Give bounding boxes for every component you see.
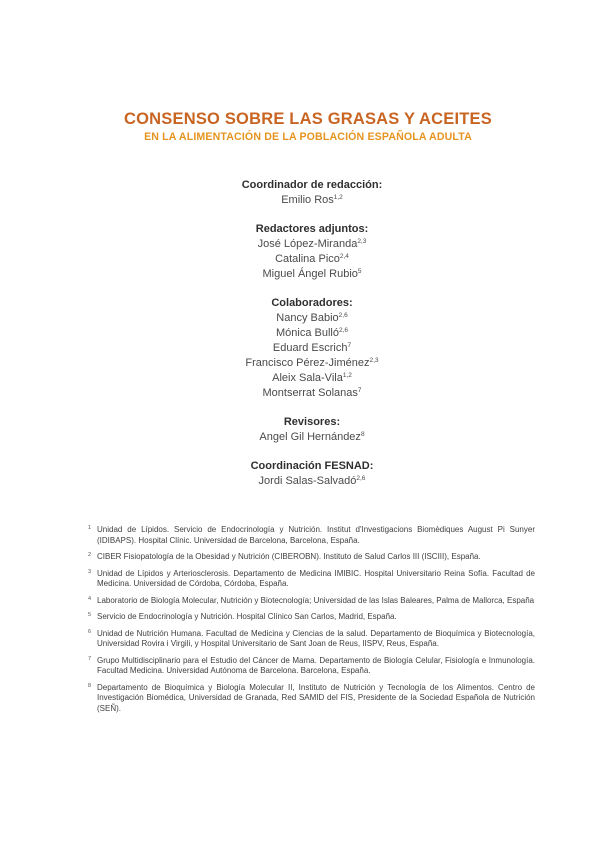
contributor-name-text: Jordi Salas-Salvadó — [258, 475, 357, 487]
contributor-name — [0, 386, 616, 401]
contributor-name — [0, 341, 616, 356]
contributor-name-text: Aleix Sala-Vila — [272, 372, 343, 384]
affiliation-number: 3 — [88, 568, 92, 575]
contributor-name-text: Montserrat Solanas — [262, 387, 358, 399]
contributor-name-text: Nancy Babio — [276, 312, 339, 324]
affiliation-refs: 8 — [360, 431, 365, 438]
contributor-name-text: Angel Gil Hernández — [259, 431, 361, 443]
contributor-name — [0, 267, 616, 282]
affiliation-text: Grupo Multidisciplinario para el Estudio del Cáncer de Mama. Departamento de Biología Celular, Fisiología e Inmunología. Facultad Medicina. Universidad Autónoma de Barcelona. Barcelona, España. — [97, 655, 535, 675]
contributor-name — [0, 252, 616, 267]
contributor-name-text: Emilio Ros — [281, 194, 334, 206]
credit-role-heading: Colaboradores: — [271, 297, 353, 309]
contributor-name — [0, 474, 616, 489]
section-gap — [0, 445, 616, 459]
contributor-name-text: Eduard Escrich — [272, 342, 348, 354]
affiliation-refs: 2,6 — [356, 475, 366, 482]
contributor-name — [0, 326, 616, 341]
affiliation-note — [88, 552, 535, 563]
affiliation-note — [88, 525, 535, 546]
credit-role-heading: Redactores adjuntos: — [255, 223, 369, 235]
affiliation-number: 4 — [88, 595, 92, 602]
contributor-name — [0, 311, 616, 326]
contributor-name-text: Catalina Pico — [275, 253, 340, 265]
section-gap — [0, 282, 616, 296]
affiliation-refs: 7 — [357, 387, 362, 394]
affiliation-note — [88, 612, 535, 623]
credit-role-heading: Coordinación FESNAD: — [250, 460, 374, 472]
affiliation-refs: 5 — [357, 268, 362, 275]
contributor-name — [0, 356, 616, 371]
affiliation-number: 6 — [88, 628, 92, 635]
contributor-name-text: José López-Miranda — [257, 238, 358, 250]
affiliation-text: Unidad de Nutrición Humana. Facultad de Medicina y Ciencias de la salud. Departamento de Bioquímica y Biotecnología, Universidad Rovira i Virgili, y Hospital Universitario de Sant Joan de Reus, IISPV, Reus, España. — [97, 628, 535, 648]
affiliation-refs: 1,2 — [342, 372, 352, 379]
affiliation-refs: 7 — [347, 342, 352, 349]
affiliation-note — [88, 656, 535, 677]
affiliation-refs: 2,3 — [357, 238, 367, 245]
affiliation-refs: 1,2 — [333, 194, 343, 201]
affiliation-number: 5 — [88, 612, 92, 618]
section-gap — [0, 208, 616, 222]
contributor-name-text: Mónica Bulló — [275, 327, 339, 339]
affiliation-number: 2 — [88, 552, 92, 558]
section-gap — [0, 401, 616, 415]
contributor-name — [0, 193, 616, 208]
affiliation-refs: 2,6 — [338, 327, 349, 334]
affiliation-number: 7 — [88, 655, 92, 662]
document-subtitle: EN LA ALIMENTACIÓN DE LA POBLACIÓN ESPAÑOLA ADULTA — [144, 131, 472, 143]
credit-role-heading: Revisores: — [283, 416, 341, 428]
contributor-name-text: Francisco Pérez-Jiménez — [245, 357, 370, 369]
affiliation-text: CIBER Fisiopatología de la Obesidad y Nutrición (CIBEROBN). Instituto de Salud Carlos III (ISCIII), España. — [97, 552, 481, 561]
affiliation-text: Unidad de Lípidos y Arteriosclerosis. Departamento de Medicina IMIBIC. Hospital Universitario Reina Sofía. Facultad de Medicina. Universidad de Córdoba, Córdoba, España. — [97, 568, 535, 588]
affiliation-number: 1 — [88, 525, 92, 531]
credit-role-heading: Coordinador de redacción: — [241, 179, 383, 191]
affiliation-text: Unidad de Lípidos. Servicio de Endocrinología y Nutrición. Institut d'Investigacions Biomèdiques August Pi Sunyer (IDIBAPS). Hospital Clínic. Universidad de Barcelona, Barcelona, España. — [97, 525, 535, 545]
document-title: CONSENSO SOBRE LAS GRASAS Y ACEITES — [124, 110, 492, 128]
affiliation-text: Laboratorio de Biología Molecular, Nutrición y Biotecnología; Universidad de las Islas Baleares, Palma de Mallorca, España — [97, 595, 535, 605]
contributor-name-text: Miguel Ángel Rubio — [262, 268, 358, 280]
affiliation-refs: 2,6 — [338, 312, 348, 319]
affiliation-note — [88, 596, 535, 607]
affiliation-text: Servicio de Endocrinología y Nutrición. Hospital Clínico San Carlos, Madrid, España. — [97, 612, 397, 621]
contributor-name — [0, 430, 616, 445]
affiliations-list — [88, 525, 535, 720]
affiliation-refs: 2,3 — [369, 357, 379, 364]
contributor-name — [0, 237, 616, 252]
affiliation-number: 8 — [88, 682, 92, 689]
contributor-name — [0, 371, 616, 386]
affiliation-note — [88, 683, 535, 715]
credits-block — [0, 178, 616, 489]
affiliation-text: Departamento de Bioquímica y Biología Molecular II, Instituto de Nutrición y Tecnología de los Alimentos. Centro de Investigación Biomédica, Universidad de Granada, Red SAMID del FIS, Presidente de la Sociedad Española de Nutrición (SEÑ). — [97, 682, 535, 713]
affiliation-refs: 2,4 — [339, 253, 349, 260]
affiliation-note — [88, 569, 535, 590]
affiliation-note — [88, 629, 535, 650]
